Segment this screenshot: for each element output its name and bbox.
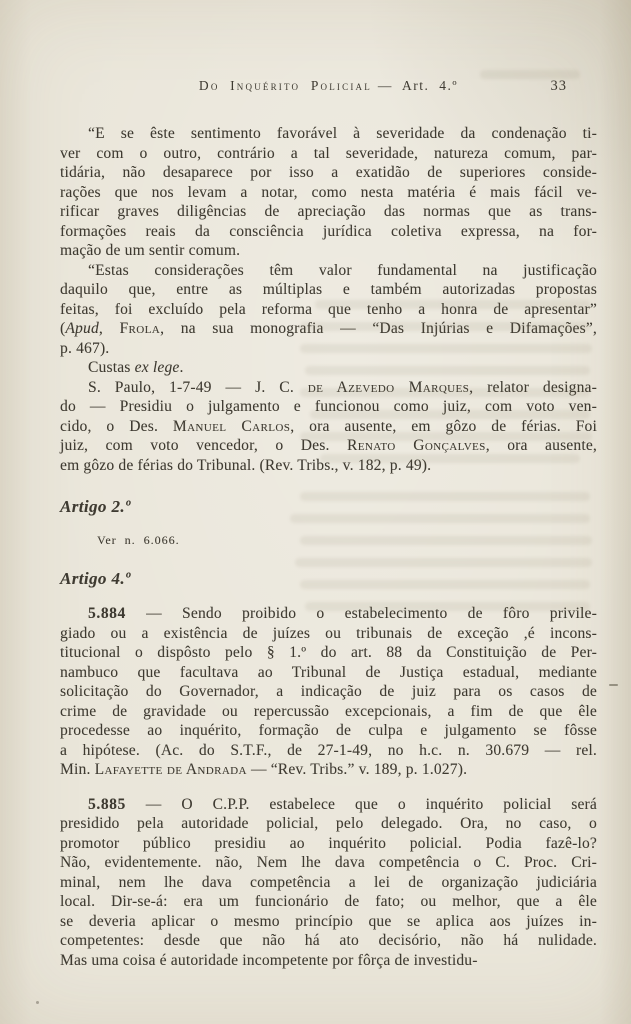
text-line xyxy=(60,339,597,359)
text-segment: cido, o Des. xyxy=(60,417,173,435)
text-line xyxy=(60,643,597,663)
text-segment: , relator designa- xyxy=(469,378,597,396)
text-segment: ver com o outro, contrário a tal severidade, natureza comum, par- xyxy=(60,144,597,162)
text-line xyxy=(60,721,597,741)
text-segment: se deveria aplicar o mesmo princípio que se aplica aos juízes in- xyxy=(60,912,597,930)
paragraph xyxy=(60,378,597,476)
text-line xyxy=(60,814,597,834)
text-segment: procedesse ao inquérito, formação de culpa e julgamento se fôsse xyxy=(60,722,597,739)
text-segment: em gôzo de férias do Tribunal. (Rev. Tribs., v. 182, p. 49). xyxy=(60,456,432,474)
text-segment: de Azevedo Marques xyxy=(307,378,470,396)
text-segment: solicitação do Governador, a indicação de juiz para os casos de xyxy=(60,683,597,700)
text-segment: — O C.P.P. estabelece que o inquérito policial será xyxy=(125,795,597,813)
running-head xyxy=(60,78,597,95)
page-number: 33 xyxy=(550,78,567,94)
text-segment: ( xyxy=(60,320,66,337)
text-segment: Manuel Carlos xyxy=(172,417,291,435)
text-line xyxy=(60,624,597,644)
text-line xyxy=(60,741,597,761)
text-line xyxy=(60,604,597,624)
text-segment: mação de um sentir comum. xyxy=(60,242,241,259)
text-segment: Apud xyxy=(65,320,99,337)
text-segment: do — Presidiu o julgamento e funcionou como juiz, com voto ven- xyxy=(60,398,597,415)
text-line xyxy=(60,241,597,261)
text-segment: — “Rev. Tribs.” v. 189, p. 1.027). xyxy=(246,761,468,778)
text-line xyxy=(60,261,597,281)
text-line xyxy=(60,300,597,320)
text-segment: competentes: desde que não há ato decisório, não há nulidade. xyxy=(60,932,597,949)
text-segment: daquilo que, entre as múltiplas e também autorizadas propostas xyxy=(60,281,597,298)
text-segment: , ora ausente, em gôzo de férias. Foi xyxy=(290,417,597,435)
text-line xyxy=(60,682,597,702)
text-segment: . xyxy=(179,359,184,376)
text-segment: tidária, não desaparece por isso a exatidão de superiores conside- xyxy=(60,164,597,181)
text-segment: a hipótese. (Ac. do S.T.F., de 27-1-49, no h.c. n. 30.679 — rel. xyxy=(60,741,597,759)
text-segment: S. Paulo, 1-7-49 — J. C. xyxy=(88,378,308,396)
text-line xyxy=(60,202,597,222)
running-head-section: Do Inquérito Policial xyxy=(198,78,372,93)
text-segment: , ora ausente, xyxy=(485,437,597,454)
text-line xyxy=(60,853,597,873)
text-segment: Frola xyxy=(119,320,161,337)
text-line xyxy=(60,760,597,780)
text-segment: Custas xyxy=(88,359,135,376)
text-line xyxy=(60,319,597,339)
section-heading: Artigo 2.º xyxy=(60,497,131,516)
text-segment: crime de gravidade ou repercussão excepcionais, a fim de que êle xyxy=(60,702,597,720)
text-line xyxy=(60,358,597,378)
text-segment: Lafayette de Andrada xyxy=(94,761,247,778)
text-line xyxy=(60,417,597,437)
cross-reference-note: Ver n. 6.066. xyxy=(97,533,180,547)
text-line xyxy=(60,702,597,722)
text-line xyxy=(60,163,597,183)
page-body xyxy=(60,124,597,970)
text-segment: nambuco que facultava ao Tribunal de Justiça estadual, mediante xyxy=(60,663,597,681)
text-segment: Renato Gonçalves xyxy=(347,437,486,454)
text-segment: p. 467). xyxy=(60,339,110,357)
text-segment: promotor público presidiu ao inquérito policial. Podia fazê-lo? xyxy=(60,834,597,852)
paragraph xyxy=(60,261,597,359)
text-line xyxy=(60,456,597,476)
text-segment: feitas, foi excluído pela reforma que tenho a honra de apresentar” xyxy=(60,300,597,318)
text-line xyxy=(60,222,597,242)
ink-speck-dash xyxy=(609,684,618,686)
paragraph xyxy=(60,795,597,971)
text-line xyxy=(60,912,597,932)
text-segment: “Estas considerações têm valor fundamental na justificação xyxy=(88,261,597,279)
section-heading: Artigo 4.º xyxy=(60,569,131,588)
text-segment: 5.885 xyxy=(88,795,126,813)
ink-speck-dot xyxy=(36,1001,39,1004)
text-line xyxy=(60,280,597,300)
text-segment: , xyxy=(98,320,120,337)
text-line xyxy=(60,951,597,971)
text-line xyxy=(60,834,597,854)
text-line xyxy=(60,436,597,456)
text-line xyxy=(60,397,597,417)
text-line xyxy=(60,663,597,683)
paragraph xyxy=(60,358,597,378)
text-segment: — Sendo proibido o estabelecimento de fôro privile- xyxy=(125,605,597,622)
text-line xyxy=(60,931,597,951)
text-segment: giado ou a existência de juízes ou tribunais de exceção ,é incons- xyxy=(60,624,597,642)
text-segment: rificar graves diligências de apreciação das normas que as trans- xyxy=(60,203,597,220)
text-line xyxy=(60,124,597,144)
text-segment: local. Dir-se-á: era um funcionário de fato; ou melhor, que a êle xyxy=(60,893,597,910)
text-segment: minal, nem lhe dava competência a lei de organização judiciária xyxy=(60,873,597,891)
text-segment: titucional o dispôsto pelo § 1.º do art. 88 da Constituição de Per- xyxy=(60,644,597,661)
text-segment: 5.884 xyxy=(88,605,126,622)
text-segment: Min. xyxy=(60,761,95,778)
text-segment: juiz, com voto vencedor, o Des. xyxy=(60,437,347,454)
text-line xyxy=(60,795,597,815)
paragraph xyxy=(60,604,597,780)
text-line xyxy=(60,378,597,398)
text-segment: formações reais da consciência jurídica coletiva expressa, na for- xyxy=(60,222,597,240)
text-segment: Mas uma coisa é autoridade incompetente por fôrça de investidu- xyxy=(60,951,478,969)
text-segment: Não, evidentemente. não, Nem lhe dava competência o C. Proc. Cri- xyxy=(60,854,597,871)
text-line xyxy=(60,892,597,912)
text-segment: , na sua monografia — “Das Injúrias e Difamações”, xyxy=(160,320,597,337)
text-line xyxy=(60,144,597,164)
text-segment: “E se êste sentimento favorável à severidade da condenação ti- xyxy=(88,125,597,142)
running-head-article: — Art. 4.º xyxy=(377,78,459,93)
paragraph xyxy=(60,124,597,261)
running-head-title xyxy=(199,78,458,93)
text-segment: presidido pela autoridade policial, pelo delegado. Ora, no caso, o xyxy=(60,815,597,832)
text-line xyxy=(60,873,597,893)
text-segment: ex lege xyxy=(134,359,180,376)
text-line xyxy=(60,183,597,203)
text-segment: rações que nos levam a notar, como nesta matéria é mais fácil ve- xyxy=(60,183,597,201)
